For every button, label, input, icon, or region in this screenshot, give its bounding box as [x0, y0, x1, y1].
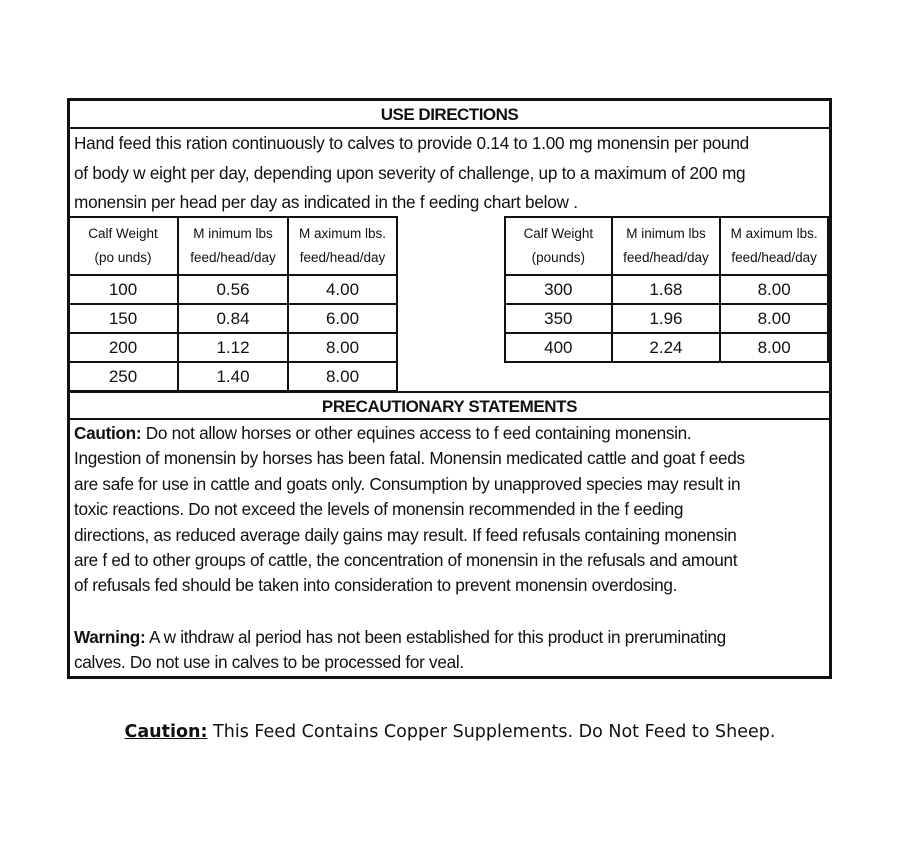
feeding-table-left	[67, 216, 398, 392]
cell-weight: 300	[505, 275, 612, 304]
warning-line: Warning: A w ithdraw al period has not been established for this product in preruminating	[74, 627, 726, 647]
intro-line: Hand feed this ration continuously to calves to provide 0.14 to 1.00 mg monensin per pound	[74, 133, 749, 153]
table-row	[68, 275, 397, 304]
cell-weight: 250	[68, 362, 178, 391]
cell-min: 1.96	[612, 304, 721, 333]
caution-statement	[74, 421, 831, 599]
cell-weight: 200	[68, 333, 178, 362]
intro-line: of body w eight per day, depending upon severity of challenge, up to a maximum of 200 mg	[74, 162, 746, 183]
label-box	[67, 98, 832, 679]
caution-label: Caution:	[74, 423, 142, 443]
cell-min: 0.56	[178, 275, 288, 304]
table-header-row	[68, 217, 397, 275]
header-calf-weight: Calf Weight (po unds)	[68, 217, 178, 275]
caution-line: of refusals fed should be taken into consideration to prevent monensin overdosing.	[74, 575, 678, 596]
cell-weight: 150	[68, 304, 178, 333]
table-row	[505, 333, 828, 362]
precautionary-title: PRECAUTIONARY STATEMENTS	[70, 391, 829, 420]
caution-line: are f ed to other groups of cattle, the concentration of monensin in the refusals and amount	[74, 550, 738, 571]
header-maximum: M aximum lbs. feed/head/day	[288, 217, 397, 275]
caution-line: Caution: Do not allow horses or other equines access to f eed containing monensin.	[74, 423, 692, 443]
cell-min: 2.24	[612, 333, 721, 362]
warning-line: calves. Do not use in calves to be processed for veal.	[74, 652, 464, 673]
header-minimum: M inimum lbs feed/head/day	[612, 217, 721, 275]
cell-max: 8.00	[720, 275, 828, 304]
cell-max: 8.00	[720, 333, 828, 362]
cell-min: 0.84	[178, 304, 288, 333]
feeding-table-right	[504, 216, 829, 363]
cell-weight: 400	[505, 333, 612, 362]
header-calf-weight: Calf Weight (pounds)	[505, 217, 612, 275]
cell-weight: 350	[505, 304, 612, 333]
cell-max: 8.00	[288, 362, 397, 391]
warning-label: Warning:	[74, 627, 146, 647]
caution-line: directions, as reduced average daily gains may result. If feed refusals containing monensin	[74, 524, 737, 545]
cell-max: 8.00	[288, 333, 397, 362]
cell-max: 8.00	[720, 304, 828, 333]
table-row	[68, 333, 397, 362]
cell-min: 1.40	[178, 362, 288, 391]
header-maximum: M aximum lbs. feed/head/day	[720, 217, 828, 275]
cell-max: 4.00	[288, 275, 397, 304]
table-row	[505, 304, 828, 333]
caution-line: Ingestion of monensin by horses has been fatal. Monensin medicated cattle and goat f eeds	[74, 448, 745, 469]
table-header-row	[505, 217, 828, 275]
caution-line: toxic reactions. Do not exceed the levels of monensin recommended in the f eeding	[74, 499, 684, 520]
copper-caution	[0, 722, 900, 742]
header-minimum: M inimum lbs feed/head/day	[178, 217, 288, 275]
use-directions-text	[74, 129, 829, 218]
table-row	[68, 362, 397, 391]
intro-line: monensin per head per day as indicated in the f eeding chart below .	[74, 192, 578, 212]
cell-max: 6.00	[288, 304, 397, 333]
cell-min: 1.68	[612, 275, 721, 304]
copper-caution-text: This Feed Contains Copper Supplements. Do Not Feed to Sheep.	[207, 722, 776, 742]
cell-weight: 100	[68, 275, 178, 304]
caution-line: are safe for use in cattle and goats only. Consumption by unapproved species may result in	[74, 473, 741, 494]
table-row	[68, 304, 397, 333]
use-directions-title: USE DIRECTIONS	[70, 101, 829, 129]
warning-statement	[74, 625, 831, 676]
table-row	[505, 275, 828, 304]
cell-min: 1.12	[178, 333, 288, 362]
copper-caution-label: Caution:	[124, 722, 208, 742]
